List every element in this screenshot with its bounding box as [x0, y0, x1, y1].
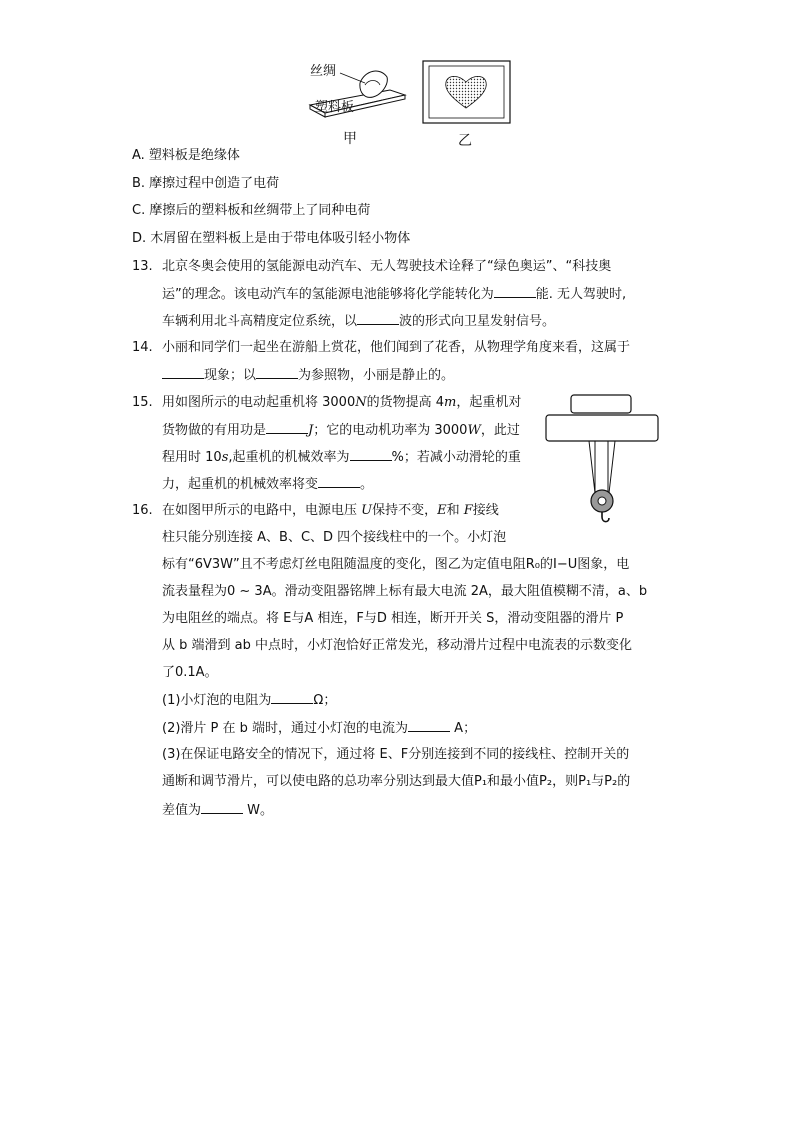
q13-line-1: 北京冬奥会使用的氢能源电动汽车、无人驾驶技术诠释了“绿色奥运”、“科技奥	[162, 259, 612, 274]
q16-line-6: 从 b 端滑到 ab 中点时，小灯泡恰好正常发光，移动滑片过程中电流表的示数变化	[162, 638, 632, 653]
q15-text: ,起重机的机械效率为	[228, 450, 350, 465]
q16-line-2: 柱只能分别连接 A、B、C、D 四个接线柱中的一个。小灯泡	[162, 530, 507, 545]
option-b: B. 摩擦过程中创造了电荷	[132, 176, 280, 191]
q15-text: ，此过	[480, 423, 520, 438]
q13-number: 13.	[132, 259, 153, 274]
blank-current[interactable]	[408, 718, 450, 732]
q16-sub-3-line-2: 通断和调节滑片，可以使电路的总功率分别达到最大值P₁和最小值P₂，则P₁与P₂的	[162, 774, 631, 789]
blank-efficiency[interactable]	[350, 447, 392, 461]
option-d: D. 木屑留在塑料板上是由于带电体吸引轻小物体	[132, 231, 411, 246]
option-c: C. 摩擦后的塑料板和丝绸带上了同种电荷	[132, 203, 371, 218]
q15-text: 用如图所示的电动起重机将 3000	[162, 395, 356, 410]
q15-text: %；若减小动滑轮的重	[391, 450, 521, 465]
q16-text: 保持不变，	[372, 503, 438, 518]
q16-text: W。	[243, 803, 274, 818]
unit-m: m	[444, 395, 457, 410]
var-e: E	[437, 503, 447, 518]
q15-text: ，起重机对	[456, 395, 522, 410]
q16-line-7: 了0.1A。	[162, 665, 218, 680]
blank-power-difference[interactable]	[201, 800, 243, 814]
q16-line-1	[162, 501, 499, 521]
label-silk: 丝绸	[310, 64, 337, 79]
q16-text: A；	[450, 721, 477, 736]
q16-sub-3-line-1: (3)在保证电路安全的情况下，通过将 E、F分别连接到不同的接线柱、控制开关的	[162, 747, 630, 762]
q15-text: 货物做的有用功是	[162, 423, 267, 438]
blank-resistance[interactable]	[271, 690, 313, 704]
q16-text: (2)滑片 P 在 b 端时，通过小灯泡的电流为	[162, 721, 409, 736]
q16-line-3: 标有“6V3W”且不考虑灯丝电阻随温度的变化，图乙为定值电阻R₀的I−U图象，电	[162, 557, 630, 572]
q14-line-1: 小丽和同学们一起坐在游船上赏花，他们闻到了花香，从物理学角度来看，这属于	[162, 340, 631, 355]
q13-text: 车辆利用北斗高精度定位系统，以	[162, 314, 358, 329]
caption-yi: 乙	[458, 133, 472, 149]
q13-line-3	[162, 311, 555, 332]
q15-line-1	[162, 393, 521, 413]
q16-sub-2	[162, 718, 476, 739]
caption-jia: 甲	[343, 131, 357, 147]
q16-number: 16.	[132, 503, 153, 518]
q15-line-3	[162, 447, 521, 468]
q16-text: Ω；	[313, 693, 337, 708]
option-a: A. 塑料板是绝缘体	[132, 148, 240, 163]
q15-line-2	[162, 420, 520, 441]
blank-useful-work[interactable]	[266, 420, 308, 434]
q15-line-4	[162, 474, 373, 495]
unit-s: s	[221, 450, 229, 465]
q15-text: 程用时 10	[162, 450, 222, 465]
q16-sub-1	[162, 690, 336, 711]
q16-line-5: 为电阻丝的端点。将 E与A 相连，F与D 相连，断开开关 S，滑动变阻器的滑片 P	[162, 611, 624, 626]
unit-j: J	[308, 423, 314, 438]
var-f: F	[463, 503, 473, 518]
q15-text: 。	[360, 477, 374, 492]
q15-text: 力，起重机的机械效率将变	[162, 477, 319, 492]
q16-text: 在如图甲所示的电路中，电源电压	[162, 503, 362, 518]
blank-reference[interactable]	[256, 365, 298, 379]
q16-text: 差值为	[162, 803, 202, 818]
figure-crane	[543, 393, 663, 528]
blank-efficiency-change[interactable]	[318, 474, 360, 488]
q13-text: 运”的理念。该电动汽车的氢能源电池能够将化学能转化为	[162, 287, 494, 302]
q13-text: 能. 无人驾驶时,	[535, 287, 627, 302]
blank-energy[interactable]	[494, 284, 536, 298]
label-plastic-board: 塑料板	[315, 100, 355, 115]
q16-text: 接线	[472, 503, 499, 518]
q15-text: 的货物提高 4	[366, 395, 444, 410]
q14-number: 14.	[132, 340, 153, 355]
q14-text: 为参照物，小丽是静止的。	[298, 368, 455, 383]
blank-phenomenon[interactable]	[162, 365, 204, 379]
q15-number: 15.	[132, 395, 153, 410]
q13-text: 波的形式向卫星发射信号。	[399, 314, 556, 329]
q16-sub-3-line-3	[162, 800, 273, 821]
q14-line-2	[162, 365, 454, 386]
q16-text: (1)小灯泡的电阻为	[162, 693, 272, 708]
q14-text: 现象；以	[204, 368, 257, 383]
blank-wave[interactable]	[357, 311, 399, 325]
unit-n: N	[355, 395, 367, 410]
q15-text: ；它的电动机功率为 3000	[313, 423, 468, 438]
q16-text: 和	[446, 503, 464, 518]
var-u: U	[361, 503, 373, 518]
q13-line-2	[162, 284, 626, 305]
unit-w: W	[467, 423, 481, 438]
figure-heart-board	[422, 60, 512, 125]
q16-line-4: 流表量程为0 ~ 3A。滑动变阻器铭牌上标有最大电流 2A，最大阻值模糊不清，a、b	[162, 584, 648, 599]
